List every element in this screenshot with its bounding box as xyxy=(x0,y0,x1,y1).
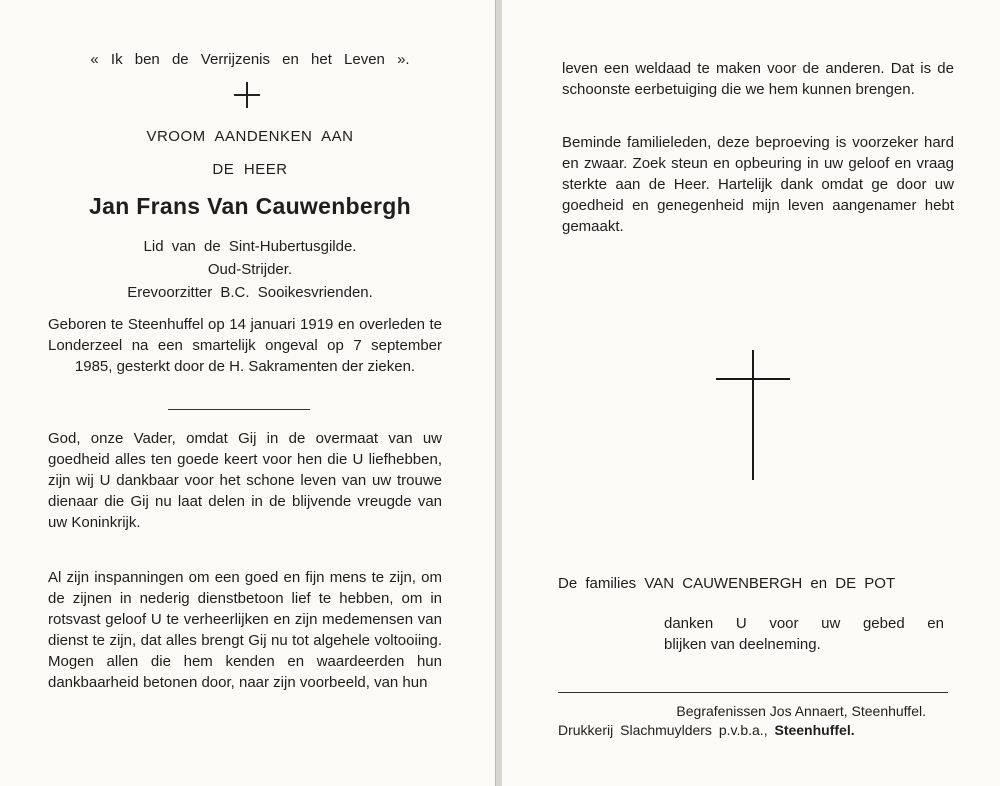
families-line: De families VAN CAUWENBERGH en DE POT xyxy=(558,575,896,592)
thanks-line: danken U voor uw gebed en xyxy=(664,615,944,632)
divider-line xyxy=(558,692,948,693)
membership-line: Erevoorzitter B.C. Sooikesvrienden. xyxy=(127,284,373,301)
continuation-text: leven een weldaad te maken voor de anderen. Dat is de schoonste eerbetuiging die we hem kunnen brengen. xyxy=(562,60,954,98)
tribute-text: Al zijn inspanningen om een goed en fijn mens te zijn, om de zijnen in nederig dienstbetoon lief te hebben, om in rotsvast geloof U te verheerlijken en zijn medemensen van dienst te zijn, dat alles brengt Gij nu tot algehele voltooiing. Mogen allen die hem kenden en waardeerden hun dankbaarheid betonen door, naar zijn voorbeeld, van hun xyxy=(48,569,442,691)
prayer-text: God, onze Vader, omdat Gij in de overmaat van uw goedheid alles ten goede keert voor hen die U liefhebben, zijn wij U dankbaar voor het schone leven van uw trouwe dienaar die Gij nu laat delen in de blijvende vreugde van uw Koninkrijk. xyxy=(48,430,442,531)
funeral-director: Begrafenissen Jos Annaert, Steenhuffel. xyxy=(676,703,926,719)
memberships xyxy=(60,235,440,304)
membership-line: Oud-Strijder. xyxy=(207,261,293,278)
thanks-line: blijken van deelneming. xyxy=(664,636,821,653)
birth-death-info: Geboren te Steenhuffel op 14 januari 1919 en overleden te Londerzeel na een smartelijk ongeval op 7 september 1985, gesterkt door de H. Sakramenten der zieken. xyxy=(48,316,442,375)
large-cross-icon xyxy=(716,350,790,480)
printer-credit xyxy=(558,722,950,738)
honorific: DE HEER xyxy=(212,161,288,178)
family-message: Beminde familieleden, deze beproeving is voorzeker hard en zwaar. Zoek steun en opbeuring in uw geloof en vraag sterkte aan de Heer. Hartelijk dank omdat ge door uw goedheid en genegenheid mijn leven aangenamer hebt gemaakt. xyxy=(562,134,954,235)
deceased-name: Jan Frans Van Cauwenbergh xyxy=(89,193,411,219)
printer-city: Steenhuffel. xyxy=(774,722,855,738)
membership-line: Lid van de Sint-Hubertusgilde. xyxy=(143,238,357,255)
divider-line xyxy=(168,409,310,410)
thanks-text xyxy=(664,613,944,655)
remembrance-heading: VROOM AANDENKEN AAN xyxy=(146,128,354,145)
small-cross-icon xyxy=(234,82,260,108)
bible-motto: « Ik ben de Verrijzenis en het Leven ». xyxy=(90,51,410,68)
printer-name: Drukkerij Slachmuylders p.v.b.a., xyxy=(558,722,768,738)
